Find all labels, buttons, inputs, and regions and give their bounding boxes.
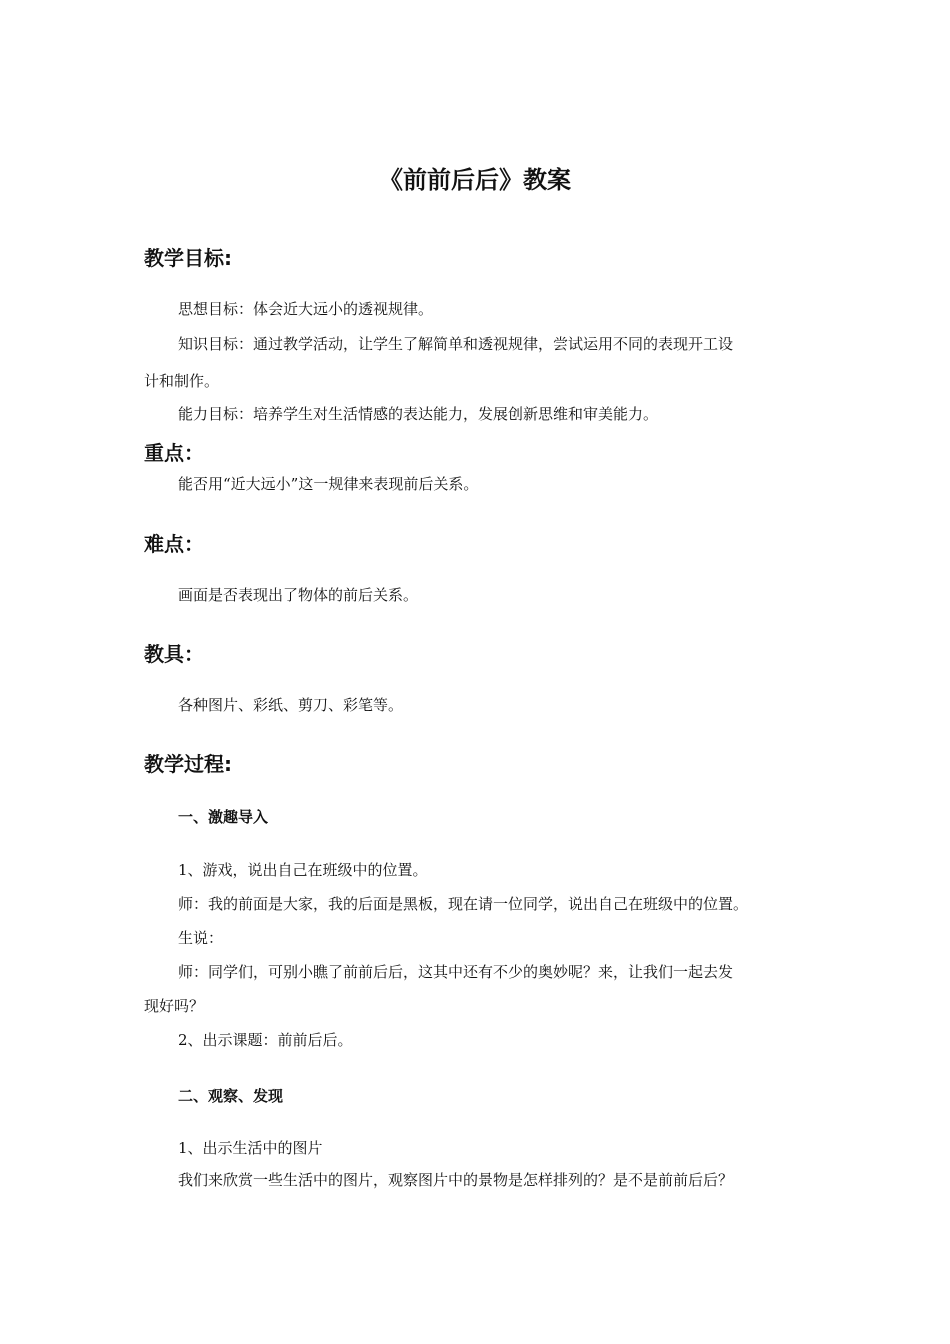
goal-line-3: 计和制作。 — [144, 372, 220, 390]
heading-key-point: 重点： — [144, 441, 204, 465]
heading-teaching-goals: 教学目标: — [144, 246, 232, 270]
heading-tools: 教具： — [144, 642, 204, 666]
heading-teaching-process: 教学过程: — [144, 752, 232, 776]
subheading-part-2: 二、观察、发现 — [178, 1087, 284, 1105]
process-part1-line-2: 师：我的前面是大家，我的后面是黑板，现在请一位同学，说出自己在班级中的位置。 — [178, 895, 749, 913]
process-part1-line-3: 生说： — [178, 929, 224, 947]
goal-line-2: 知识目标：通过教学活动，让学生了解简单和透视规律，尝试运用不同的表现开工设 — [178, 335, 734, 353]
difficulty-line: 画面是否表现出了物体的前后关系。 — [178, 586, 419, 604]
process-part2-line-1: 1、出示生活中的图片 — [178, 1139, 323, 1157]
document-title: 《前前后后》教案 — [379, 166, 571, 194]
process-part1-line-4: 师：同学们，可别小瞧了前前后后，这其中还有不少的奥妙呢？来，让我们一起去发 — [178, 963, 734, 981]
goal-line-4: 能力目标：培养学生对生活情感的表达能力，发展创新思维和审美能力。 — [178, 405, 659, 423]
heading-difficulty: 难点： — [144, 532, 204, 556]
process-part1-line-6: 2、出示课题：前前后后。 — [178, 1031, 353, 1049]
goal-line-1: 思想目标：体会近大远小的透视规律。 — [178, 300, 434, 318]
process-part1-line-5: 现好吗？ — [144, 997, 205, 1015]
key-point-line: 能否用“近大远小”这一规律来表现前后关系。 — [178, 475, 479, 493]
process-part1-line-1: 1、游戏，说出自己在班级中的位置。 — [178, 861, 428, 879]
process-part2-line-2: 我们来欣赏一些生活中的图片，观察图片中的景物是怎样排列的？是不是前前后后？ — [178, 1171, 734, 1189]
tools-line: 各种图片、彩纸、剪刀、彩笔等。 — [178, 696, 404, 714]
subheading-part-1: 一、激趣导入 — [178, 808, 269, 826]
